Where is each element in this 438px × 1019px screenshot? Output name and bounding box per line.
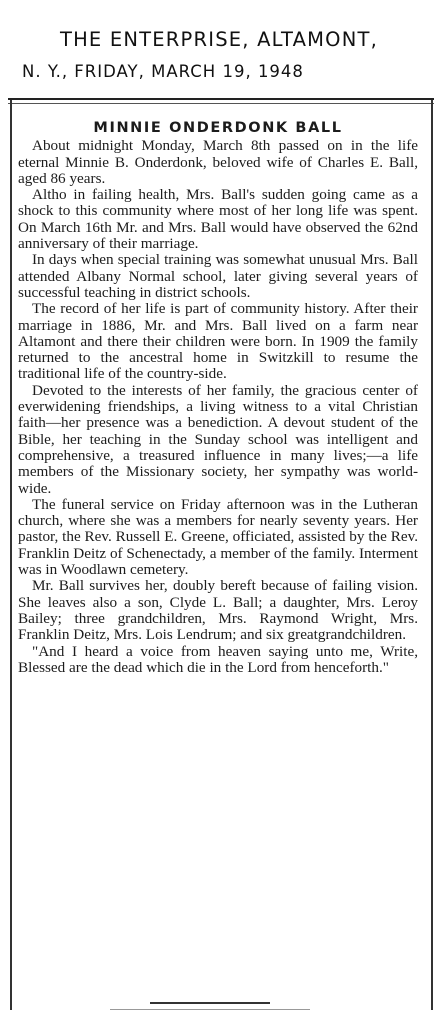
column-border-left bbox=[10, 100, 12, 1010]
obituary-article bbox=[18, 120, 418, 676]
article-paragraph: The record of her life is part of community history. After their marriage in 1886, Mr. and Mrs. Ball lived on a farm near Altamont and there their children were born. In 1909 the family returned to the ancestral home in Switzkill to resume the traditional life of the country-side. bbox=[18, 300, 418, 383]
article-end-rule bbox=[150, 1002, 270, 1004]
article-end-rule-faint bbox=[110, 1009, 310, 1010]
masthead-rule bbox=[8, 98, 434, 100]
article-paragraph: Altho in failing health, Mrs. Ball's sudden going came as a shock to this community where most of her long life was spent. On March 16th Mr. and Mrs. Ball would have observed the 62nd anniversary of their marriage. bbox=[18, 186, 418, 253]
article-paragraph: Mr. Ball survives her, doubly bereft because of failing vision. She leaves also a son, Clyde L. Ball; a daughter, Mrs. Leroy Bailey; three grandchildren, Mrs. Raymond Wright, Mrs. Franklin Deitz, Mrs. Lois Lendrum; and six greatgrandchildren. bbox=[18, 577, 418, 644]
newspaper-masthead bbox=[0, 0, 438, 100]
newspaper-dateline: N. Y., FRIDAY, MARCH 19, 1948 bbox=[22, 62, 304, 81]
article-paragraph: "And I heard a voice from heaven saying unto me, Write, Blessed are the dead which die in the Lord from henceforth." bbox=[18, 642, 418, 676]
article-paragraph: Devoted to the interests of her family, the gracious center of everwidening friendships, a living witness to a vital Christian faith—her presence was a benediction. A devout student of the Bible, her teaching in the Sunday school was intelligent and comprehensive, a treasured influence in many lives;—a life members of the Missionary society, her sympathy was world-wide. bbox=[18, 381, 418, 497]
article-headline: MINNIE ONDERDONK BALL bbox=[93, 120, 343, 136]
article-paragraph: About midnight Monday, March 8th passed on in the life eternal Minnie B. Onderdonk, beloved wife of Charles E. Ball, aged 86 years. bbox=[18, 137, 418, 187]
column-border-right bbox=[431, 100, 433, 1010]
newspaper-title: THE ENTERPRISE, ALTAMONT, bbox=[59, 28, 379, 51]
article-paragraph: The funeral service on Friday afternoon was in the Lutheran church, where she was a members for nearly seventy years. Her pastor, the Rev. Russell E. Greene, officiated, assisted by the Rev. Franklin Deitz of Schenectady, a member of the family. Interment was in Woodlawn cemetery. bbox=[18, 495, 418, 579]
masthead-rule-thin bbox=[8, 103, 434, 104]
article-paragraph: In days when special training was somewhat unusual Mrs. Ball attended Albany Normal school, later giving several years of successful teaching in district schools. bbox=[18, 251, 418, 301]
